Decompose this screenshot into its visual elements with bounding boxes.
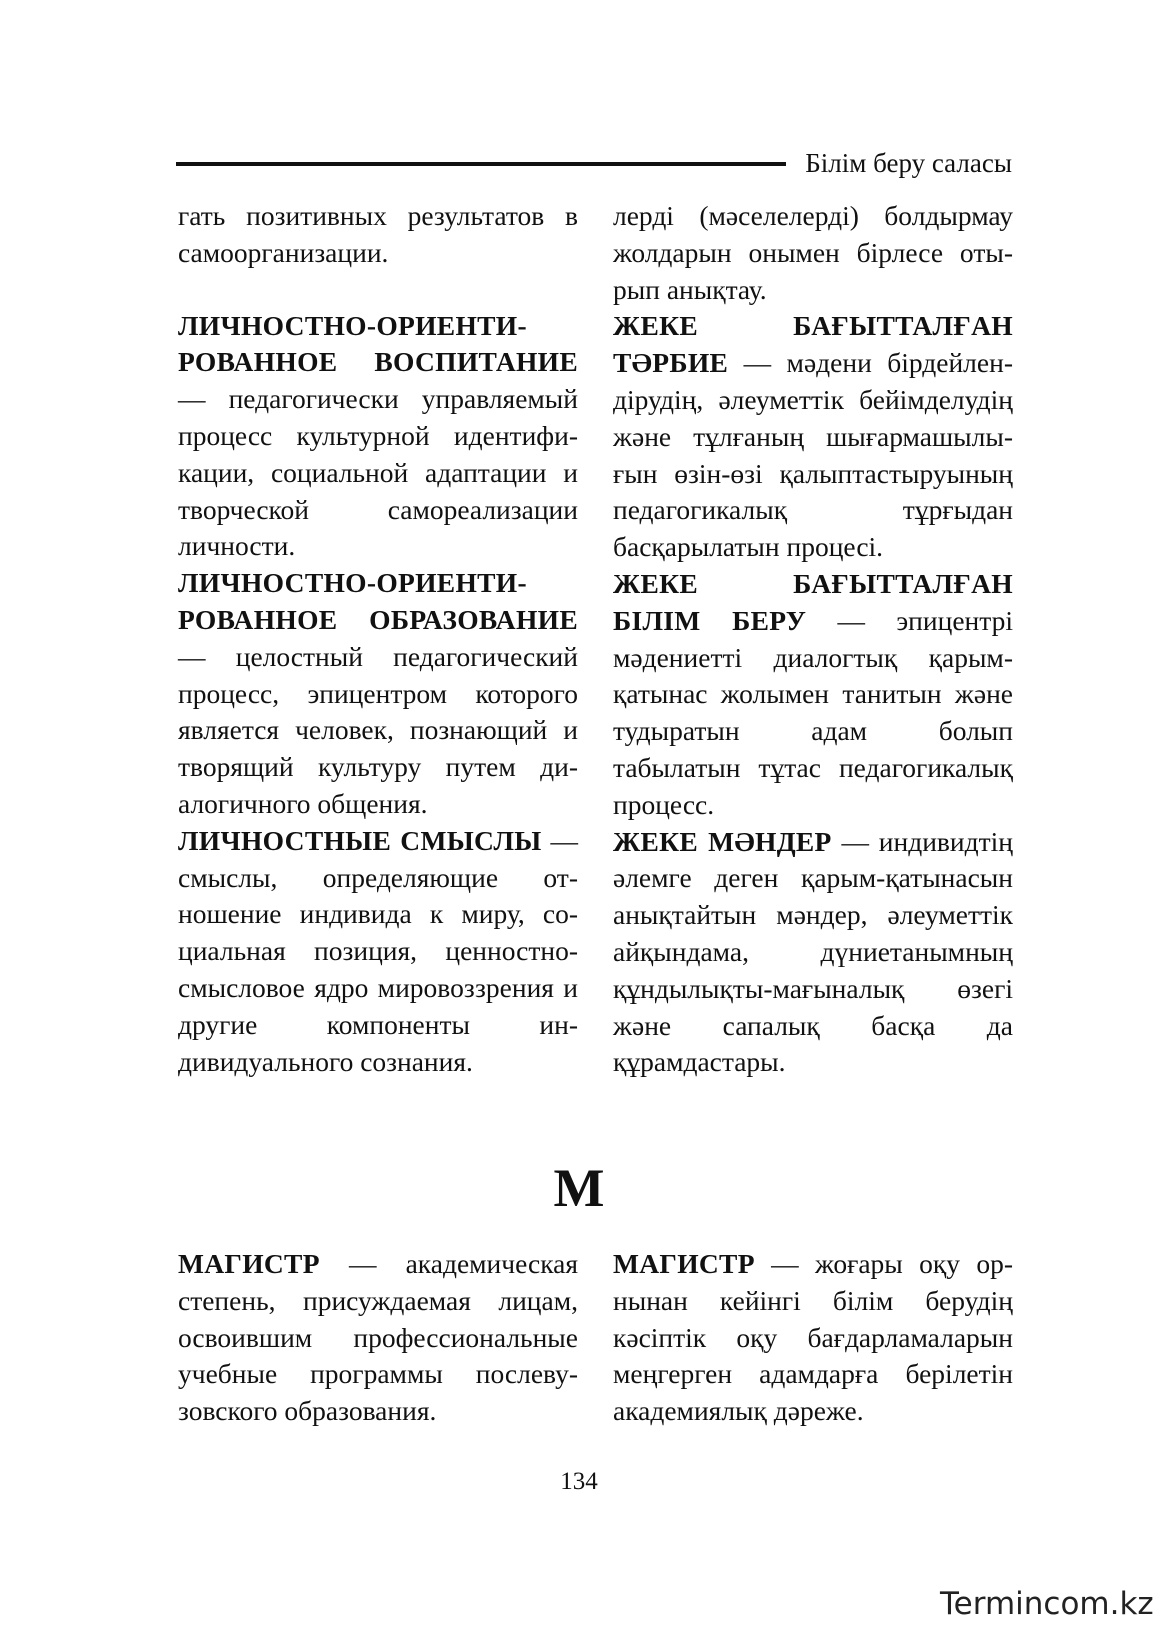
entry-definition: — целостный педагогический процесс, эпицентром которого является человек, познающий и творящий культуру путем диалогичного общения.: [178, 640, 578, 819]
entry-term: ЖЕКЕ БАҒЫТТАЛҒАН ТӘРБИЕ: [613, 310, 1013, 379]
dictionary-entry: [178, 565, 578, 823]
dictionary-entry: [613, 1246, 1013, 1430]
entry-term: ЖЕКЕ МӘНДЕР: [613, 825, 832, 857]
entry-term: МАГИСТР: [613, 1248, 755, 1279]
left-column-top: [178, 198, 578, 1080]
entry-term: ЛИЧНОСТНЫЕ СМЫСЛЫ: [178, 824, 542, 856]
continuation-text: лерді (мәселелерді) болдырмау жолдарын онымен бірлесе отырып анықтау.: [613, 200, 1013, 305]
continuation-text: гать позитивных результатов в самоорганизации.: [178, 200, 578, 268]
entry-term: ЛИЧНОСТНО-ОРИЕНТИРОВАННОЕ ВОСПИТАНИЕ: [178, 309, 578, 378]
entry-definition: — жоғары оқу орнынан кейінгі білім берудің кәсіптік оқу бағдарламаларын меңгерген адамдарға берілетін академиялық дәреже.: [613, 1248, 1013, 1427]
dictionary-entry: [613, 824, 1013, 1082]
dictionary-entry: [178, 308, 578, 566]
entry-definition: — смыслы, определяющие отношение индивида к миру, социальная позиция, ценностно-смысловое ядро мировоззрения и другие компоненты индивидуального сознания.: [178, 824, 578, 1077]
dictionary-entry: [178, 1246, 578, 1430]
section-title: Білім беру саласы: [805, 148, 1012, 178]
right-column-bottom: [613, 1246, 1013, 1430]
dictionary-entry: [613, 308, 1013, 566]
entry-definition: — академическая степень, присуждаемая лицам, освоившим профессиональные учебные программы послевузовского образования.: [178, 1248, 578, 1427]
right-column-top: [613, 198, 1013, 1081]
entry-term: МАГИСТР: [178, 1248, 320, 1279]
entry-definition: — эпицентрі мәдениетті диалогтық қарым-қатынас жолымен танитын және тудыратын адам болып табылатын тұтас педагогикалық процесс.: [613, 604, 1014, 820]
entry-term: ЛИЧНОСТНО-ОРИЕНТИРОВАННОЕ ОБРАЗОВАНИЕ: [178, 567, 578, 635]
section-letter: М: [553, 1158, 605, 1218]
page-number: 134: [560, 1468, 598, 1495]
entry-definition: — педагогически управляемый процесс культурной идентификации, социальной адаптации и творческой самореализации личности.: [178, 383, 578, 562]
watermark-logo: Termincom.kz: [940, 1586, 1154, 1622]
dictionary-entry: [178, 823, 578, 1081]
entry-term: ЖЕКЕ БАҒЫТТАЛҒАН БІЛІМ БЕРУ: [613, 567, 1013, 636]
header-rule: [176, 162, 786, 166]
running-head: [176, 146, 1012, 180]
left-column-bottom: [178, 1246, 578, 1430]
entry-definition: — индивидтің әлемге деген қарым-қатынасын анықтайтын мәндер, әлеуметтік айқындама, дүниетанымның құндылықты-мағыналық өзегі және сапалық басқа да құрамдастары.: [613, 825, 1013, 1078]
dictionary-entry: [613, 566, 1013, 824]
entry-definition: — мәдени бірдейлендірудің, әлеуметтік бейімделудің және тұлғаның шығармашылығын өзін-өзі қалыптастыруының педагогикалық тұрғыдан басқарылатын процесі.: [613, 347, 1013, 563]
